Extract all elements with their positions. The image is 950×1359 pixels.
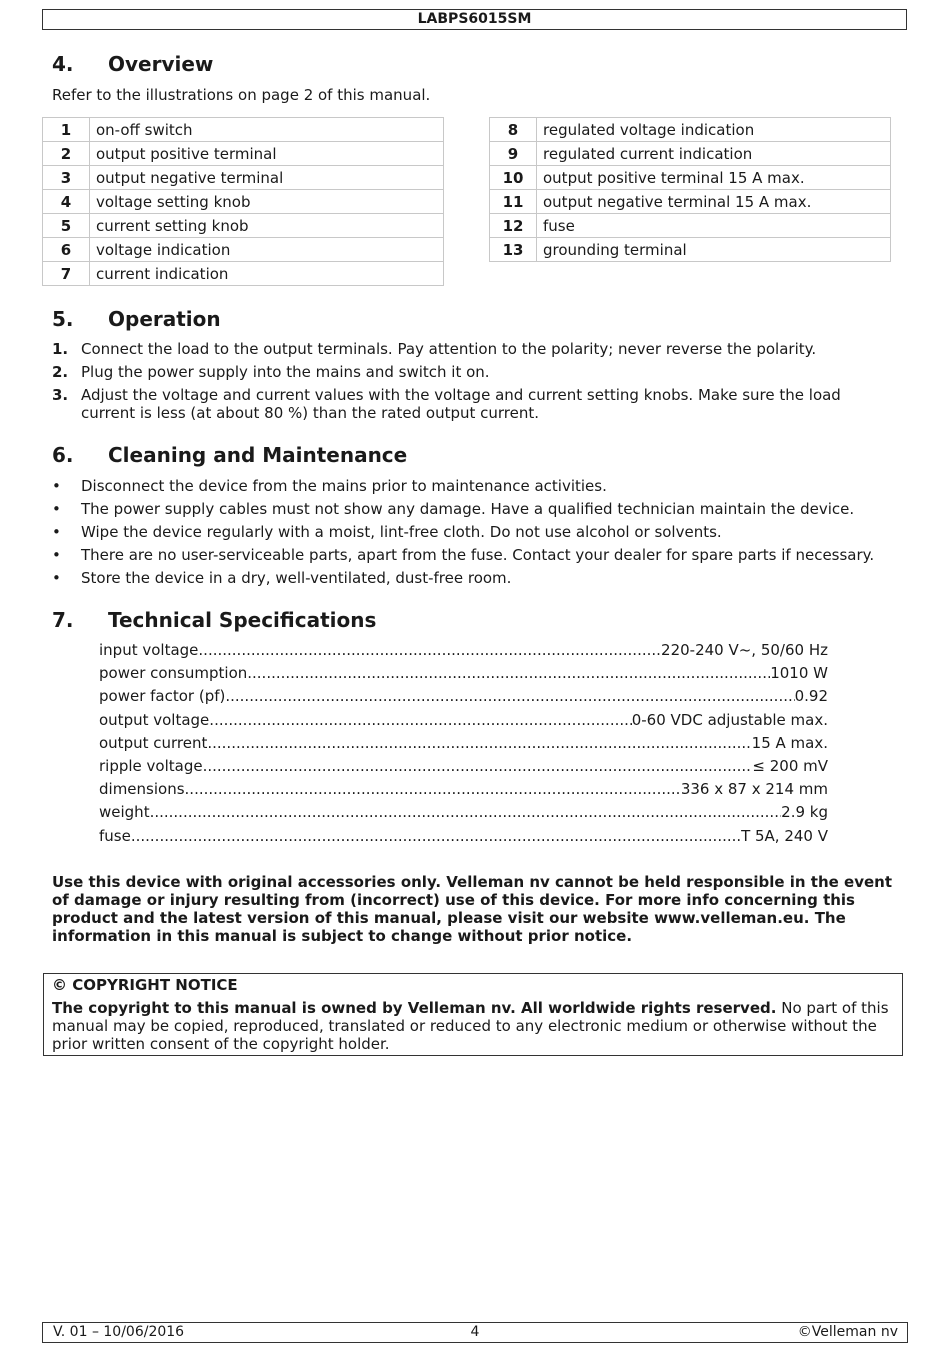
section-title: Overview (108, 52, 214, 76)
spec-row (99, 734, 828, 757)
part-number: 9 (490, 142, 537, 166)
table-row (43, 166, 444, 190)
page-footer (42, 1322, 908, 1343)
spec-value: ≤ 200 mV (752, 756, 828, 775)
spec-row (99, 757, 828, 780)
copyright-body (52, 999, 894, 1053)
part-number: 5 (43, 214, 90, 238)
part-number: 6 (43, 238, 90, 262)
table-row (43, 238, 444, 262)
part-description: voltage setting knob (90, 190, 444, 214)
step-text: Adjust the voltage and current values with the voltage and current setting knobs. Make sure the load current is less (at about 80 %) than the rated output current. (81, 386, 841, 422)
table-row (490, 214, 891, 238)
part-description: output positive terminal 15 A max. (537, 166, 891, 190)
spec-row (99, 641, 828, 664)
spec-value: 2.9 kg (781, 803, 828, 822)
part-number: 11 (490, 190, 537, 214)
step-number: 1. (52, 340, 69, 358)
part-description: current setting knob (90, 214, 444, 238)
parts-table-left (42, 117, 444, 286)
spec-row (99, 827, 828, 850)
dot-leader (203, 757, 753, 780)
part-number: 10 (490, 166, 537, 190)
section-overview-heading (52, 52, 213, 76)
model-name: LABPS6015SM (417, 11, 532, 27)
operation-steps (52, 340, 882, 427)
dot-leader (225, 687, 794, 710)
copyright-bold-text: The copyright to this manual is owned by Velleman nv. All worldwide rights reserved. (52, 999, 777, 1017)
maintenance-list (52, 477, 902, 592)
dot-leader (131, 827, 741, 850)
table-row (43, 190, 444, 214)
table-row (490, 190, 891, 214)
list-item (52, 386, 882, 422)
part-number: 8 (490, 118, 537, 142)
overview-intro: Refer to the illustrations on page 2 of this manual. (52, 86, 431, 104)
spec-value: 220-240 V~, 50/60 Hz (661, 641, 828, 659)
item-text: Wipe the device regularly with a moist, lint-free cloth. Do not use alcohol or solvents. (81, 523, 722, 541)
dot-leader (247, 664, 770, 687)
part-description: voltage indication (90, 238, 444, 262)
spec-value: 336 x 87 x 214 mm (680, 780, 828, 799)
page-header (42, 9, 907, 30)
bullet-icon: • (52, 569, 61, 587)
table-row (43, 214, 444, 238)
specs-list (99, 641, 828, 850)
part-description: output negative terminal (90, 166, 444, 190)
list-item (52, 569, 902, 592)
table-row (490, 166, 891, 190)
spec-label: output voltage (99, 710, 210, 729)
parts-table-right (489, 117, 891, 262)
copyright-notice (43, 973, 903, 1056)
spec-value: 15 A max. (751, 733, 828, 752)
disclaimer-text: Use this device with original accessories only. Velleman nv cannot be held responsible in the event of damage or injury resulting from (incorrect) use of this device. For more info concerning this product and the latest version of this manual, please visit our website www.velleman.eu. The information in this manual is subject to change without prior notice. (52, 873, 892, 945)
part-description: fuse (537, 214, 891, 238)
spec-row (99, 803, 828, 826)
copyright-title: © COPYRIGHT NOTICE (52, 976, 238, 994)
section-number: 5. (52, 307, 74, 331)
spec-row (99, 711, 828, 734)
bullet-icon: • (52, 500, 61, 518)
part-description: on-off switch (90, 118, 444, 142)
list-item (52, 363, 882, 381)
step-number: 2. (52, 363, 69, 381)
spec-label: output current (99, 733, 208, 752)
section-operation-heading (52, 307, 221, 331)
dot-leader (209, 711, 631, 734)
table-row (43, 118, 444, 142)
bullet-icon: • (52, 523, 61, 541)
spec-row (99, 780, 828, 803)
table-row (490, 238, 891, 262)
dot-leader (207, 734, 751, 757)
spec-label: power factor (pf) (99, 687, 226, 706)
spec-label: power consumption (99, 664, 248, 683)
footer-page-number: 4 (470, 1324, 480, 1340)
spec-label: weight (99, 803, 150, 822)
part-description: grounding terminal (537, 238, 891, 262)
section-maintenance-heading (52, 443, 407, 467)
item-text: The power supply cables must not show any damage. Have a qualified technician maintain the device. (81, 500, 855, 518)
section-number: 7. (52, 608, 74, 632)
table-row (43, 262, 444, 286)
part-number: 4 (43, 190, 90, 214)
spec-value: 0.92 (794, 687, 828, 706)
part-number: 7 (43, 262, 90, 286)
footer-version: V. 01 – 10/06/2016 (53, 1324, 185, 1340)
step-text: Plug the power supply into the mains and switch it on. (81, 363, 490, 381)
item-text: Disconnect the device from the mains prior to maintenance activities. (81, 477, 607, 495)
spec-row (99, 664, 828, 687)
part-description: current indication (90, 262, 444, 286)
part-number: 1 (43, 118, 90, 142)
spec-label: dimensions (99, 780, 185, 799)
section-title: Technical Specifications (108, 608, 377, 632)
part-description: output negative terminal 15 A max. (537, 190, 891, 214)
part-description: regulated voltage indication (537, 118, 891, 142)
list-item (52, 523, 902, 546)
bullet-icon: • (52, 477, 61, 495)
spec-value: 1010 W (770, 664, 828, 683)
spec-value: T 5A, 240 V (741, 826, 828, 845)
bullet-icon: • (52, 546, 61, 564)
item-text: Store the device in a dry, well-ventilated, dust-free room. (81, 569, 512, 587)
spec-value: 0-60 VDC adjustable max. (631, 710, 828, 729)
part-number: 2 (43, 142, 90, 166)
spec-label: fuse (99, 826, 131, 845)
list-item (52, 546, 902, 569)
step-text: Connect the load to the output terminals. Pay attention to the polarity; never reverse the polarity. (81, 340, 817, 358)
table-row (43, 142, 444, 166)
section-title: Operation (108, 307, 221, 331)
section-title: Cleaning and Maintenance (108, 443, 408, 467)
part-number: 12 (490, 214, 537, 238)
list-item (52, 500, 902, 523)
item-text: There are no user-serviceable parts, apart from the fuse. Contact your dealer for spare parts if necessary. (81, 546, 875, 564)
dot-leader (198, 641, 661, 664)
section-number: 6. (52, 443, 74, 467)
part-number: 3 (43, 166, 90, 190)
dot-leader (150, 803, 782, 826)
spec-row (99, 687, 828, 710)
list-item (52, 477, 902, 500)
dot-leader (185, 780, 681, 803)
copyright-text: No part of this manual may be copied, reproduced, translated or reduced to any electronic medium or otherwise without the prior written consent of the copyright holder. (52, 999, 889, 1053)
footer-owner: ©Velleman nv (797, 1324, 898, 1340)
section-specs-heading (52, 608, 376, 632)
part-description: output positive terminal (90, 142, 444, 166)
spec-label: input voltage (99, 641, 199, 659)
table-row (490, 142, 891, 166)
step-number: 3. (52, 386, 69, 404)
table-row (490, 118, 891, 142)
spec-label: ripple voltage (99, 756, 203, 775)
list-item (52, 340, 882, 358)
part-number: 13 (490, 238, 537, 262)
part-description: regulated current indication (537, 142, 891, 166)
section-number: 4. (52, 52, 74, 76)
